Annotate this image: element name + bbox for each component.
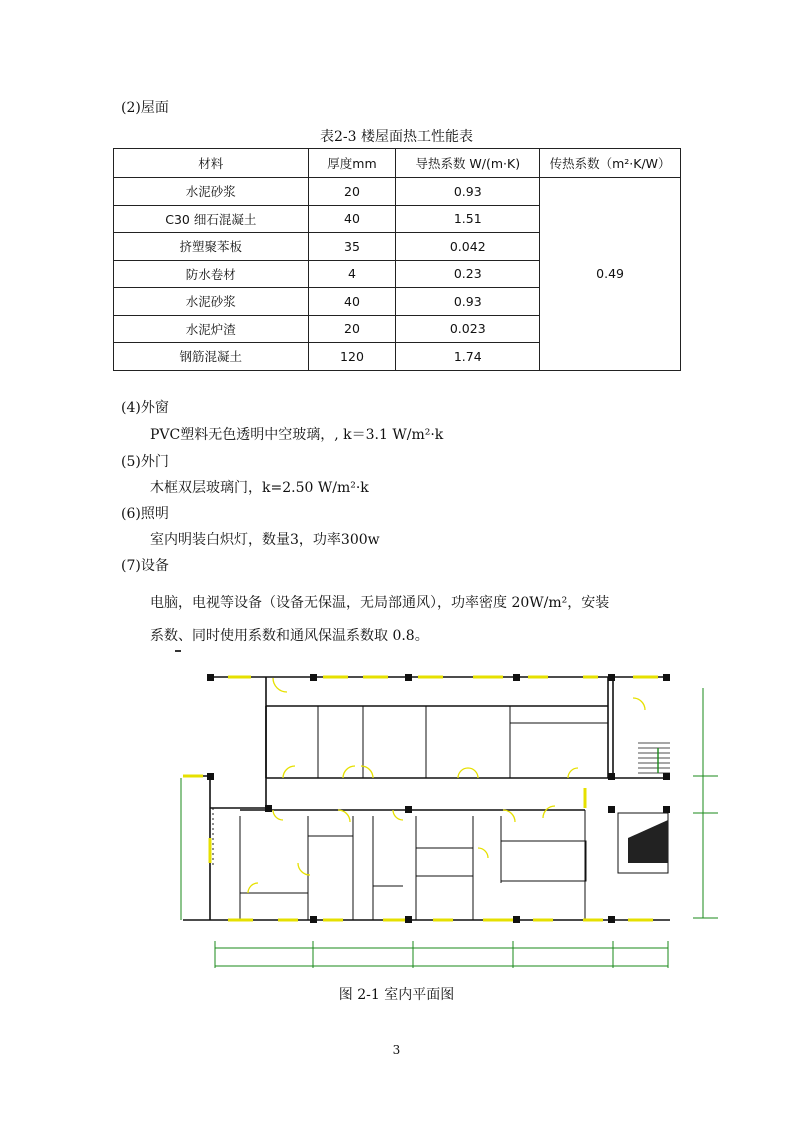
page-number: 3 <box>392 1043 401 1057</box>
cell-thickness: 40 <box>308 288 396 316</box>
cell-thickness: 20 <box>308 315 396 343</box>
columns <box>207 674 670 923</box>
cell-material: 挤塑聚苯板 <box>114 233 309 261</box>
table-caption: 表2-3 楼屋面热工性能表 <box>320 129 473 145</box>
cell-conductivity: 0.23 <box>396 260 540 288</box>
cell-material: 水泥砂浆 <box>114 178 309 206</box>
cell-conductivity: 1.74 <box>396 343 540 371</box>
header-conductivity: 导热系数 W/(m·K) <box>396 149 540 178</box>
cell-conductivity: 1.51 <box>396 205 540 233</box>
cell-thickness: 120 <box>308 343 396 371</box>
door-heading: (5)外门 <box>121 454 169 470</box>
cell-material: C30 细石混凝土 <box>114 205 309 233</box>
cell-thickness: 40 <box>308 205 396 233</box>
equipment-heading: (7)设备 <box>121 558 169 574</box>
lighting-text: 室内明装白炽灯，数量3，功率300w <box>150 532 380 548</box>
cell-conductivity: 0.93 <box>396 288 540 316</box>
table-header-row <box>114 149 681 178</box>
window-text: PVC塑料无色透明中空玻璃，, k＝3.1 W/m²·k <box>150 427 444 443</box>
floor-plan <box>173 648 723 973</box>
cell-conductivity: 0.93 <box>396 178 540 206</box>
equipment-text-line2: 系数、同时使用系数和通风保温系数取 0.8。 <box>150 628 429 644</box>
window-heading: (4)外窗 <box>121 400 169 416</box>
equipment-shading <box>628 820 668 863</box>
plan-tiny-mark <box>175 650 181 652</box>
figure-caption: 图 2-1 室内平面图 <box>338 987 455 1003</box>
door-text: 木框双层玻璃门，k=2.50 W/m²·k <box>150 480 369 496</box>
cell-conductivity: 0.042 <box>396 233 540 261</box>
roof-heading: (2)屋面 <box>121 100 169 116</box>
header-heat-transfer: 传热系数（m²·K/W） <box>540 149 681 178</box>
cell-thickness: 35 <box>308 233 396 261</box>
cell-heat-transfer: 0.49 <box>540 178 681 371</box>
stair-icon <box>638 743 670 773</box>
bottom-dimensions <box>215 941 668 968</box>
cell-thickness: 20 <box>308 178 396 206</box>
cell-thickness: 4 <box>308 260 396 288</box>
cell-material: 钢筋混凝土 <box>114 343 309 371</box>
right-dimensions <box>693 688 718 918</box>
interior-walls <box>240 706 668 920</box>
thermal-table <box>113 148 681 371</box>
header-material: 材料 <box>114 149 309 178</box>
cell-conductivity: 0.023 <box>396 315 540 343</box>
lighting-heading: (6)照明 <box>121 506 169 522</box>
table-row <box>114 178 681 206</box>
cell-material: 水泥炉渣 <box>114 315 309 343</box>
cell-material: 防水卷材 <box>114 260 309 288</box>
equipment-text-line1: 电脑，电视等设备（设备无保温，无局部通风），功率密度 20W/m²，安装 <box>150 595 610 611</box>
cell-material: 水泥砂浆 <box>114 288 309 316</box>
header-thickness: 厚度mm <box>308 149 396 178</box>
